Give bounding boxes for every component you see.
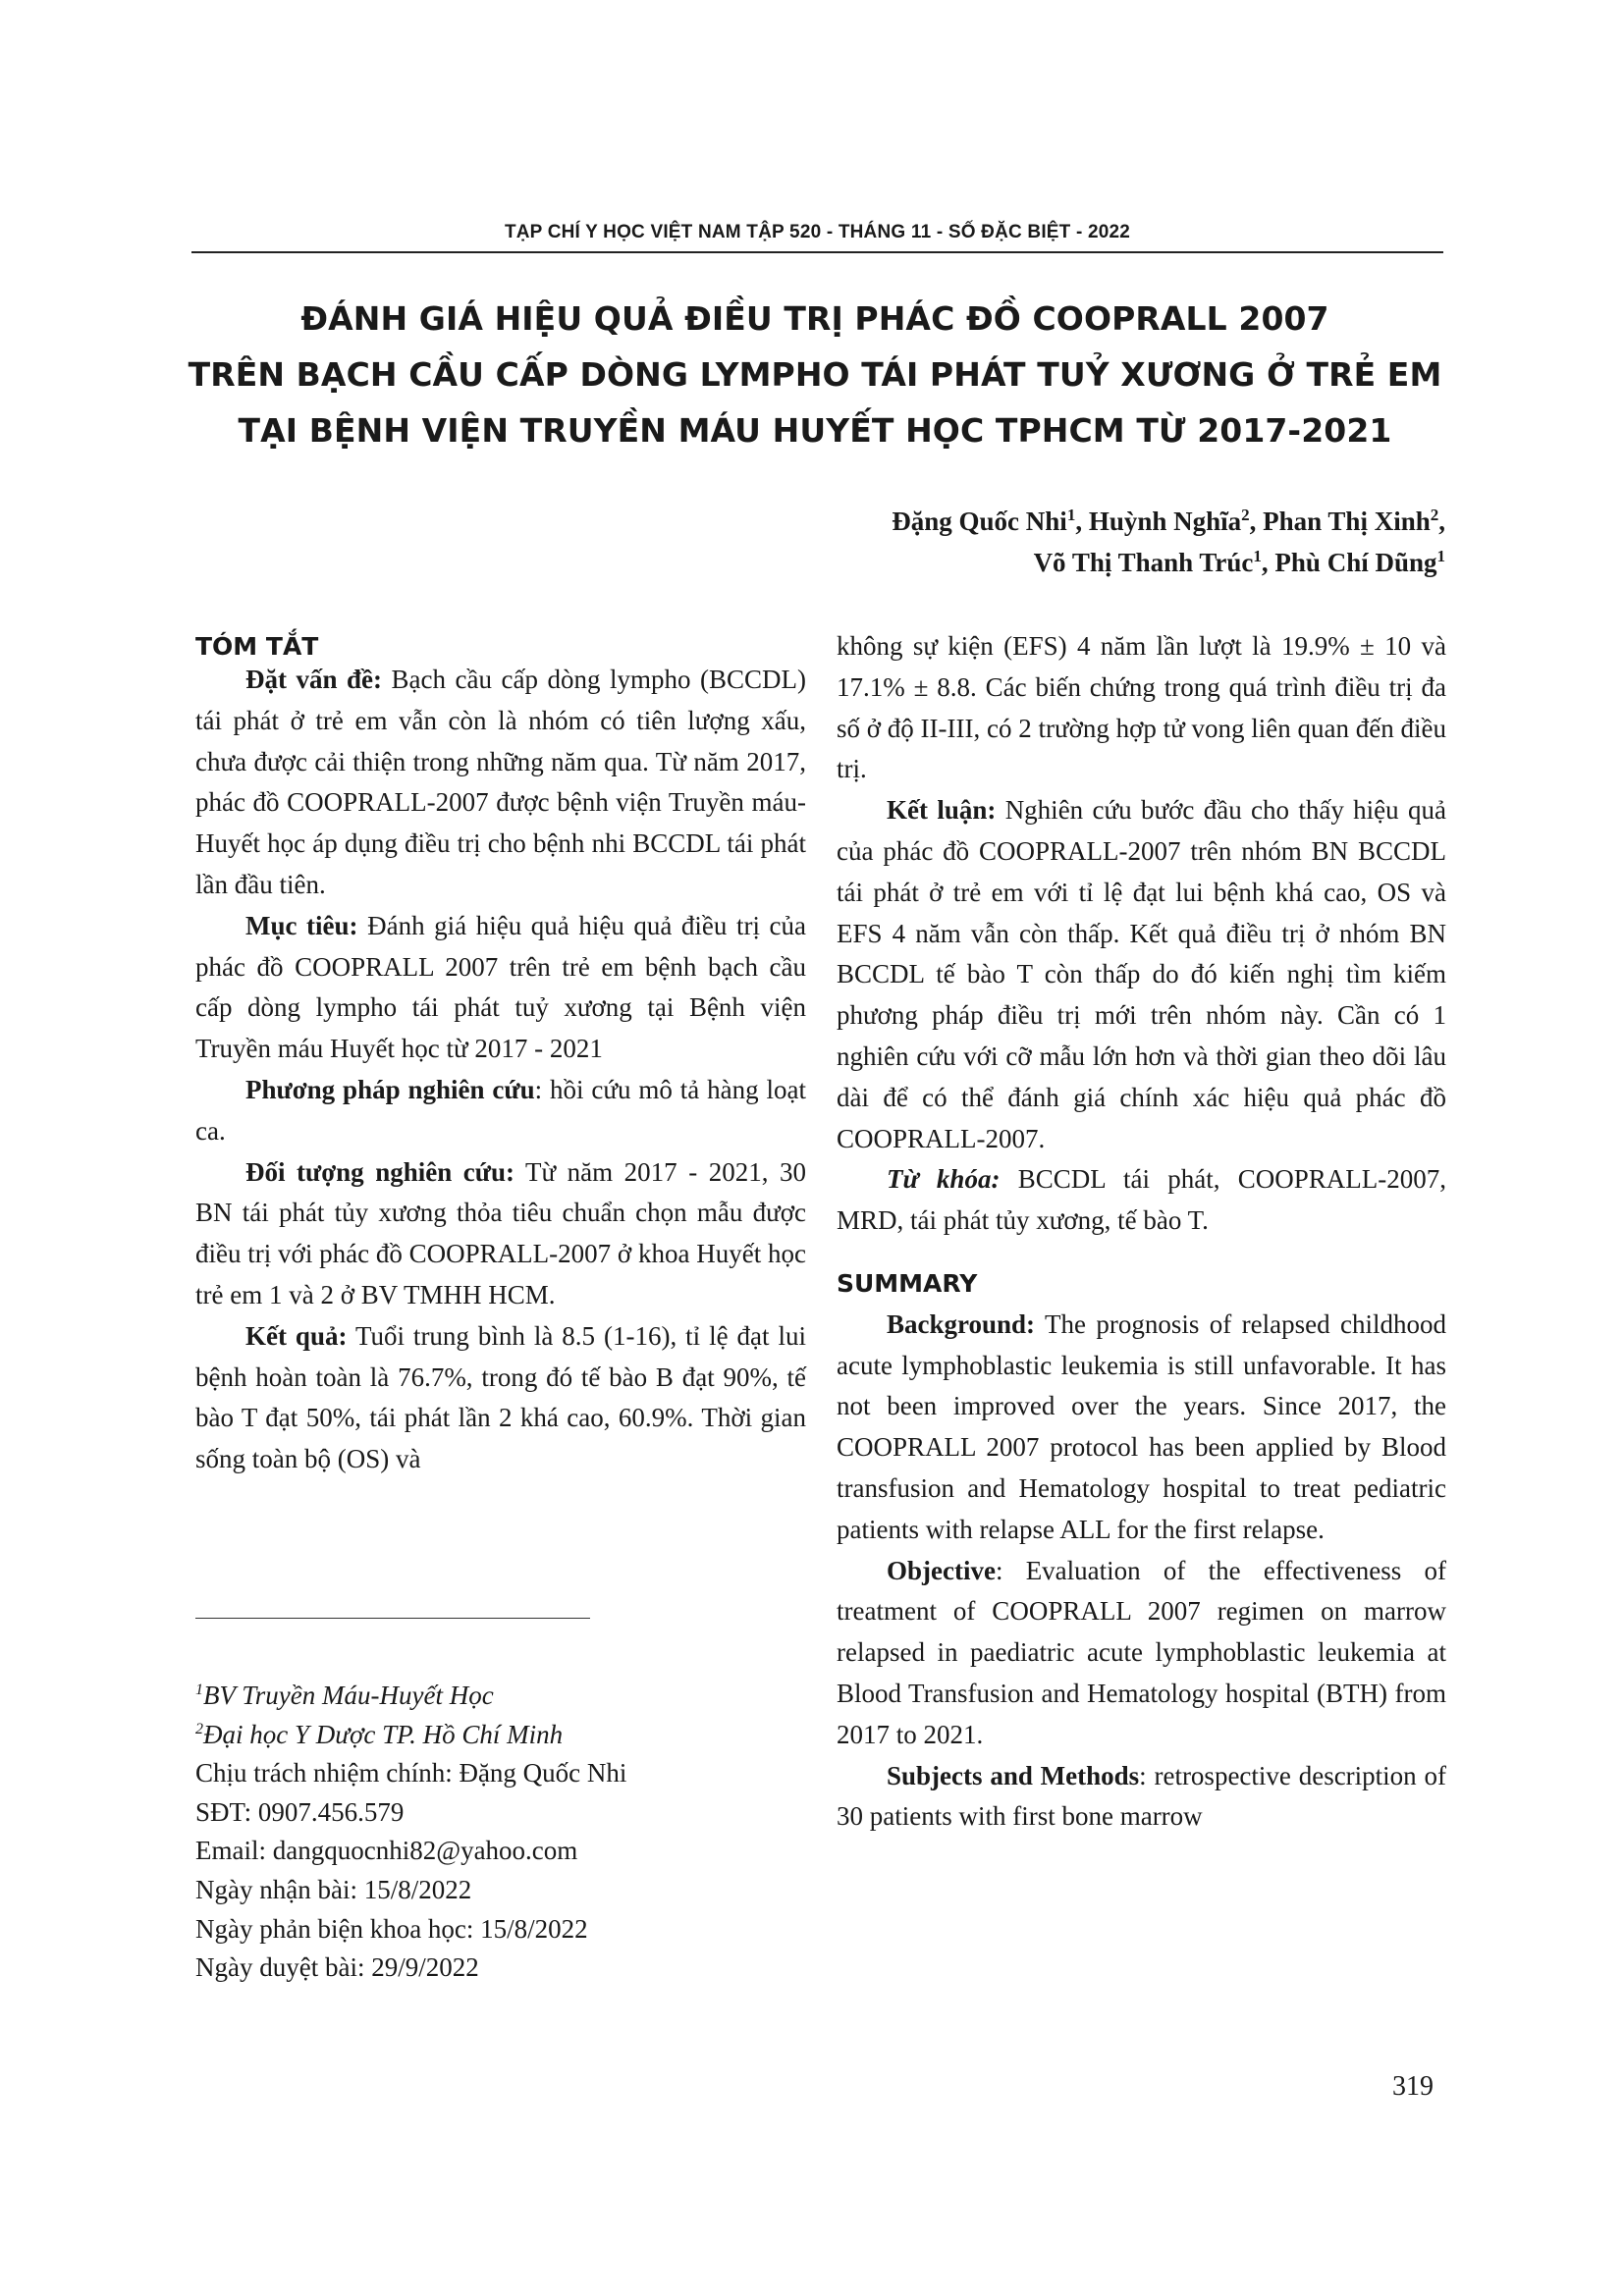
author-name: Võ Thị Thanh Trúc (1033, 548, 1254, 577)
received-date: Ngày nhận bài: 15/8/2022 (195, 1874, 472, 1904)
article-title (157, 291, 1473, 458)
paragraph-text: Nghiên cứu bước đầu cho thấy hiệu quả của phác đồ COOPRALL-2007 trên nhóm BN BCCDL tái phát ở trẻ em với tỉ lệ đạt lui bệnh khá cao, OS và EFS 4 năm vẫn còn thấp. Kết quả điều trị ở nhóm BN BCCDL tế bào T còn thấp do đó kiến nghị tìm kiếm phương pháp điều trị mới trên nhóm này. Cần có 1 nghiên cứu với cỡ mẫu lớn hơn và thời gian theo dõi lâu dài để có thể đánh giá chính xác hiệu quả phác đồ COOPRALL-2007. (837, 795, 1446, 1153)
affiliation-mark: 2 (1430, 506, 1439, 524)
footnote-divider (195, 1618, 590, 1619)
affiliation-mark: 1 (1066, 506, 1076, 524)
email: Email: dangquocnhi82@yahoo.com (195, 1836, 578, 1866)
summary-heading: SUMMARY (837, 1268, 978, 1298)
affiliation-text: Đại học Y Dược TP. Hồ Chí Minh (203, 1719, 564, 1749)
label: Objective (887, 1555, 996, 1585)
label: Đặt vấn đề: (245, 665, 383, 694)
abstract-methods (195, 1070, 806, 1152)
paragraph-text: The prognosis of relapsed childhood acute lymphoblastic leukemia is still unfavorable. It has not been improved over the years. Since 2017, the COOPRALL 2007 protocol has been applied by Blood transfusion and Hematology hospital to treat pediatric patients with relapse ALL for the first relapse. (837, 1308, 1446, 1544)
author-name: Phù Chí Dũng (1274, 548, 1437, 577)
label: Mục tiêu: (245, 910, 358, 940)
abstract-subjects (195, 1152, 806, 1316)
header-divider (191, 251, 1443, 253)
author-line-1: Đặng Quốc Nhi$^1$, Huỳnh Nghĩa$^2$, Phan Thị Xinh$^2$, (892, 506, 1445, 536)
abstract-background (195, 660, 806, 906)
accepted-date: Ngày duyệt bài: 29/9/2022 (195, 1952, 479, 1983)
abstract-vi-heading: TÓM TẮT (195, 632, 319, 661)
affiliation-mark: 1 (1253, 547, 1262, 565)
label: Kết quả: (245, 1320, 348, 1351)
paragraph-text: Tuổi trung bình là 8.5 (1-16), tỉ lệ đạt lui bệnh hoàn toàn là 76.7%, trong đó tế bào B đạt 90%, tế bào T đạt 50%, tái phát lần 2 khá cao, 60.9%. Thời gian sống toàn bộ (OS) và (195, 1320, 807, 1474)
paragraph-text: : hồi cứu mô tả hàng loạt ca. (195, 1074, 807, 1146)
affiliation-1 (195, 1677, 804, 1716)
title-line-2: TRÊN BẠCH CẦU CẤP DÒNG LYMPHO TÁI PHÁT TUỶ XƯƠNG Ở TRẺ EM (188, 355, 1442, 394)
author-list (892, 501, 1445, 583)
label: Phương pháp nghiên cứu (245, 1074, 535, 1104)
phone: SĐT: 0907.456.579 (195, 1796, 405, 1827)
abstract-results (195, 1316, 806, 1480)
summary-methods (837, 1756, 1446, 1839)
author-name: Đặng Quốc Nhi (892, 507, 1067, 536)
page-number: 319 (1392, 2071, 1434, 2102)
abstract-results-cont: không sự kiện (EFS) 4 năm lần lượt là 19.9% ± 10 và 17.1% ± 8.8. Các biến chứng trong quá trình điều trị đa số ở độ II-III, có 2 trường hợp tử vong liên quan đến điều trị. (837, 631, 1446, 784)
paragraph-text: Đánh giá hiệu quả hiệu quả điều trị của phác đồ COOPRALL 2007 trên trẻ em bệnh bạch cầu cấp dòng lympho tái phát tuỷ xương tại Bệnh viện Truyền máu Huyết học từ 2017 - 2021 (195, 910, 807, 1064)
title-line-1: ĐÁNH GIÁ HIỆU QUẢ ĐIỀU TRỊ PHÁC ĐỒ COOPRALL 2007 (300, 299, 1329, 338)
affiliation-mark: 2 (1241, 506, 1250, 524)
affiliation-mark: 1 (195, 1682, 203, 1698)
paragraph-text: Từ năm 2017 - 2021, 30 BN tái phát tủy xương thỏa tiêu chuẩn chọn mẫu được điều trị với phác đồ COOPRALL-2007 ở khoa Huyết học trẻ em 1 và 2 ở BV TMHH HCM. (195, 1156, 806, 1309)
paragraph-text: Bạch cầu cấp dòng lympho (BCCDL) tái phát ở trẻ em vẫn còn là nhóm có tiên lượng xấu, chưa được cải thiện trong những năm qua. Từ năm 2017, phác đồ COOPRALL-2007 được bệnh viện Truyền máu- Huyết học áp dụng điều trị cho bệnh nhi BCCDL tái phát lần đầu tiên. (195, 665, 807, 899)
label: Đối tượng nghiên cứu: (245, 1156, 514, 1187)
label: Kết luận: (887, 795, 997, 826)
summary-background (837, 1305, 1446, 1551)
abstract-conclusion (837, 790, 1446, 1159)
affiliation-mark: 2 (195, 1720, 203, 1737)
title-line-3: TẠI BỆNH VIỆN TRUYỀN MÁU HUYẾT HỌC TPHCM TỪ 2017-2021 (238, 411, 1392, 450)
abstract-objective (195, 906, 806, 1070)
author-name: Phan Thị Xinh (1263, 507, 1431, 536)
right-column (837, 626, 1446, 1838)
paragraph-text: : retrospective description of 30 patients with first bone marrow (837, 1760, 1446, 1832)
left-column (195, 660, 806, 1480)
footnotes (195, 1677, 804, 1988)
corresponding-author: Chịu trách nhiệm chính: Đặng Quốc Nhi (195, 1758, 627, 1789)
label: Background: (887, 1308, 1036, 1339)
paragraph-text: : Evaluation of the effectiveness of treatment of COOPRALL 2007 regimen on marrow relapsed in paediatric acute lymphoblastic leukemia at Blood Transfusion and Hematology hospital (BTH) from 2017 to 2021. (837, 1555, 1446, 1749)
affiliation-text: BV Truyền Máu-Huyết Học (203, 1681, 494, 1710)
label: Subjects and Methods (887, 1760, 1140, 1790)
author-name: Huỳnh Nghĩa (1088, 507, 1242, 536)
affiliation-mark: 1 (1436, 547, 1445, 565)
summary-objective (837, 1551, 1446, 1756)
label: Từ khóa: (887, 1164, 1001, 1195)
affiliation-2 (195, 1716, 804, 1755)
author-line-2: Võ Thị Thanh Trúc$^1$, Phù Chí Dũng$^1$ (1033, 547, 1445, 577)
running-header: TẠP CHÍ Y HỌC VIỆT NAM TẬP 520 - THÁNG 11 - SỐ ĐẶC BIỆT - 2022 (504, 222, 1131, 242)
paragraph-text: BCCDL tái phát, COOPRALL-2007, MRD, tái phát tủy xương, tế bào T. (837, 1164, 1446, 1236)
abstract-keywords (837, 1159, 1446, 1242)
review-date: Ngày phản biện khoa học: 15/8/2022 (195, 1913, 588, 1944)
